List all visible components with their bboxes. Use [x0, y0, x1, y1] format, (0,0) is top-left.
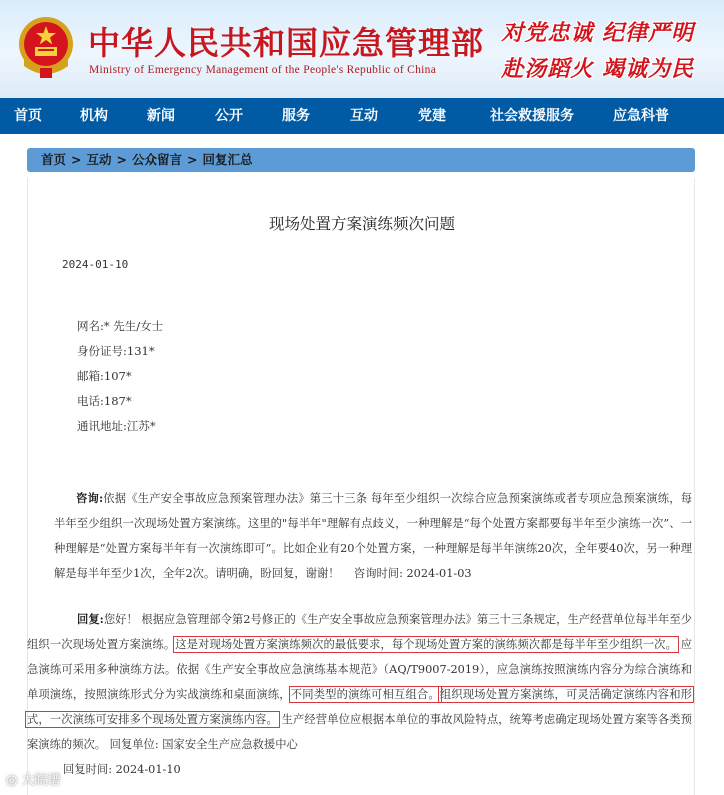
reply-label: 回复: [77, 612, 104, 626]
watermark [6, 769, 61, 788]
reply-highlight-3: 组织现场处置方案演练，可灵活确定演练内容和形式，一次演练可安排多个现场处置方案演练内容。 [27, 688, 692, 726]
breadcrumb-public-messages[interactable]: 公众留言 [132, 152, 183, 167]
question-time: 咨询时间: 2024-01-03 [353, 567, 472, 580]
info-address: 通讯地址:江苏* [77, 419, 156, 433]
reply-time: 回复时间: 2024-01-10 [63, 763, 181, 776]
reply-text-1: 您好！ 根据应急管理部令第2号修正的《生产安全事故应急预案管理办法》第三十三条规定，生产经营单位每半年至少组织一次现场处置方案演练。 [27, 613, 692, 651]
site-title[interactable]: 中华人民共和国应急管理部 [88, 24, 485, 62]
watermark-text: 大皖谱 [21, 773, 61, 788]
watermark-icon: ◎ [6, 773, 22, 788]
main-nav [0, 98, 724, 134]
breadcrumb-reply-summary[interactable]: 回复汇总 [202, 152, 253, 167]
info-phone: 电话:187* [77, 394, 132, 408]
slogan-line-2: 赴汤蹈火 竭诚为民 [501, 56, 694, 82]
info-id: 身份证号:131* [77, 344, 155, 358]
reply-text-2: 应急演练可采用多种演练方法。依据《生产安全事故应急演练基本规范》（AQ/T9007-2019），应急演练按照演练内容分为综合演练和单项演练，按照演练形式分为实战演练和桌面演练， [27, 638, 692, 701]
nav-item-party[interactable]: 党建 [418, 108, 446, 124]
breadcrumb-home[interactable]: 首页 [41, 152, 67, 167]
nav-item-interaction[interactable]: 互动 [350, 108, 378, 124]
reply-highlight-2: 不同类型的演练可相互组合。 [290, 688, 440, 701]
reply-text-3: 生产经营单位应根据本单位的事故风险特点，统筹考虑确定现场处置方案等各类预案演练的频次。 回复单位: 国家安全生产应急救援中心 [27, 713, 692, 751]
nav-item-home[interactable]: 首页 [14, 108, 42, 124]
national-emblem-icon[interactable] [16, 14, 76, 82]
reply-highlight-1: 这是对现场处置方案演练频次的最低要求，每个现场处置方案的演练频次都是每半年至少组织一次。 [175, 638, 677, 651]
site-subtitle: Ministry of Emergency Management of the People's Republic of China [89, 64, 437, 76]
info-email: 邮箱:107* [77, 369, 132, 383]
question-text: 依据《生产安全事故应急预案管理办法》第三十三条 每年至少组织一次综合应急预案演练或者专项应急预案演练，每半年至少组织一次现场处置方案演练。这里的"每半年"理解有点歧义，一种理解是“每个处置方案都要每半年至少演练一次”、一种理解是“处置方案每半年有一次演练即可”。比如企业有20个处置方案，一种理解是每半年演练20次，全年要40次，另一种理解是每半年至少1次，全年2次。请明确，盼回复，谢谢！ [54, 492, 692, 580]
article-date: 2024-01-10 [62, 258, 129, 271]
breadcrumb-separator: > [116, 152, 127, 167]
nav-item-public[interactable]: 公开 [215, 108, 243, 124]
breadcrumb-separator: > [71, 152, 82, 167]
slogan-line-1: 对党忠诚 纪律严明 [501, 20, 694, 46]
info-name: 网名:* 先生/女士 [77, 319, 164, 333]
article-title: 现场处置方案演练频次问题 [268, 215, 455, 233]
nav-item-news[interactable]: 新闻 [147, 108, 175, 124]
reply-paragraph [27, 607, 692, 782]
site-header [0, 0, 724, 98]
breadcrumb-interaction[interactable]: 互动 [86, 152, 112, 167]
nav-item-rescue-service[interactable]: 社会救援服务 [490, 108, 574, 124]
breadcrumb-separator: > [187, 152, 198, 167]
question-label: 咨询: [76, 491, 104, 505]
nav-item-organization[interactable]: 机构 [80, 108, 108, 124]
nav-item-service[interactable]: 服务 [282, 108, 310, 124]
question-paragraph [54, 486, 692, 586]
nav-item-science[interactable]: 应急科普 [613, 108, 669, 124]
breadcrumb [27, 148, 695, 172]
